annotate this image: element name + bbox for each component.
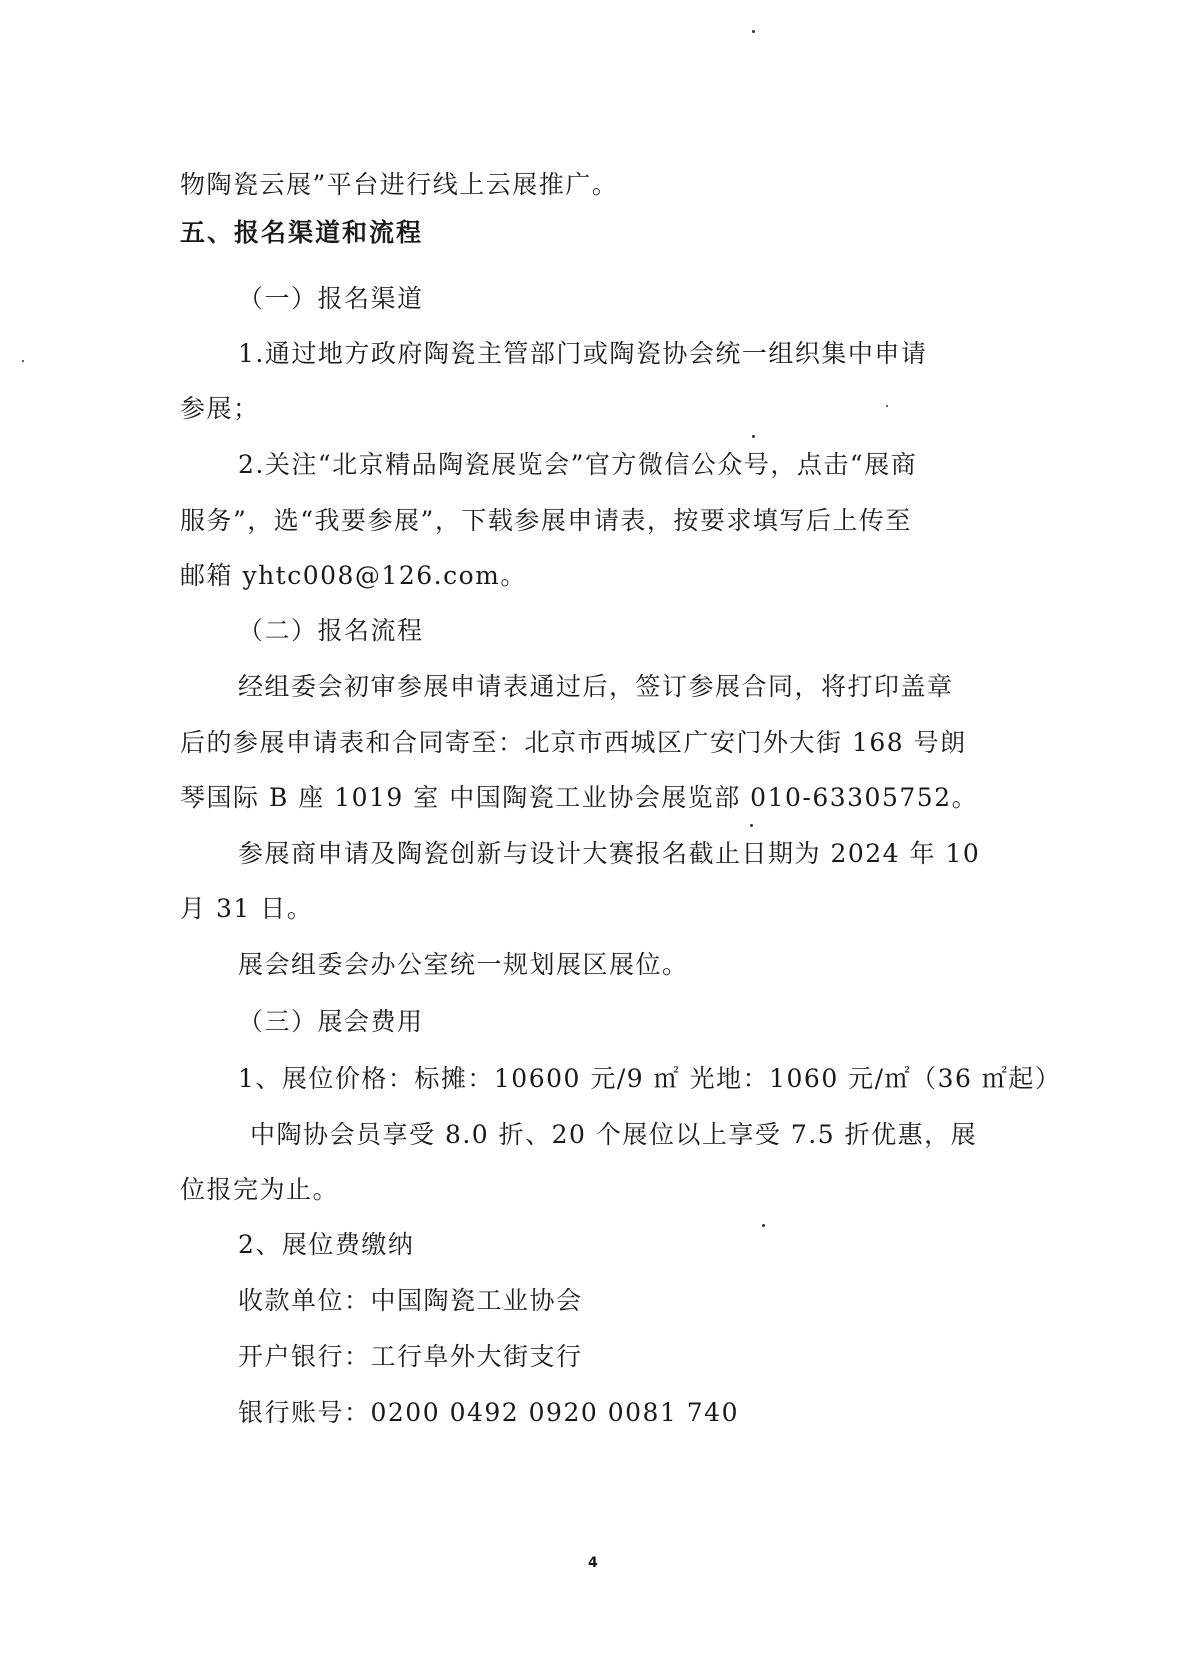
scan-speck bbox=[762, 1224, 765, 1227]
paragraph-line: 经组委会初审参展申请表通过后，签订参展合同，将打印盖章 bbox=[238, 672, 954, 701]
section-heading: 五、报名渠道和流程 bbox=[180, 218, 424, 247]
payee-line: 收款单位：中国陶瓷工业协会 bbox=[238, 1286, 583, 1315]
paragraph-line: 服务”，选“我要参展”，下载参展申请表，按要求填写后上传至 bbox=[180, 506, 912, 535]
address-line: 琴国际 B 座 1019 室 中国陶瓷工业协会展览部 010-63305752。 bbox=[180, 783, 979, 812]
paragraph-line: 后的参展申请表和合同寄至：北京市西城区广安门外大街 168 号朗 bbox=[180, 728, 967, 757]
paragraph-line: 位报完为止。 bbox=[180, 1175, 340, 1204]
scan-speck bbox=[750, 824, 753, 827]
subsection-heading: （二）报名流程 bbox=[238, 616, 424, 645]
subsection-heading: （一）报名渠道 bbox=[238, 284, 424, 313]
paragraph-line: 物陶瓷云展”平台进行线上云展推广。 bbox=[180, 170, 619, 199]
scan-speck bbox=[22, 360, 24, 362]
paragraph-line: 展会组委会办公室统一规划展区展位。 bbox=[238, 950, 689, 979]
account-line: 银行账号：0200 0492 0920 0081 740 bbox=[238, 1398, 739, 1427]
email-line: 邮箱 yhtc008@126.com。 bbox=[180, 561, 527, 590]
subsection-heading: （三）展会费用 bbox=[238, 1007, 424, 1036]
page-number: 4 bbox=[588, 1555, 598, 1571]
paragraph-line: 参展商申请及陶瓷创新与设计大赛报名截止日期为 2024 年 10 bbox=[238, 839, 981, 868]
paragraph-line: 中陶协会员享受 8.0 折、20 个展位以上享受 7.5 折优惠，展 bbox=[250, 1120, 978, 1149]
scan-speck bbox=[752, 30, 755, 33]
scan-speck bbox=[752, 435, 755, 438]
bank-line: 开户银行：工行阜外大街支行 bbox=[238, 1342, 583, 1371]
paragraph-line: 2.关注“北京精品陶瓷展览会”官方微信公众号，点击“展商 bbox=[238, 450, 918, 479]
paragraph-line: 参展； bbox=[180, 394, 260, 423]
price-line: 1、展位价格：标摊：10600 元/9 ㎡ 光地：1060 元/㎡（36 ㎡起） bbox=[238, 1064, 1062, 1093]
paragraph-line: 1.通过地方政府陶瓷主管部门或陶瓷协会统一组织集中申请 bbox=[238, 339, 928, 368]
scan-speck bbox=[886, 405, 888, 407]
paragraph-line: 月 31 日。 bbox=[180, 894, 314, 923]
paragraph-line: 2、展位费缴纳 bbox=[238, 1230, 415, 1259]
